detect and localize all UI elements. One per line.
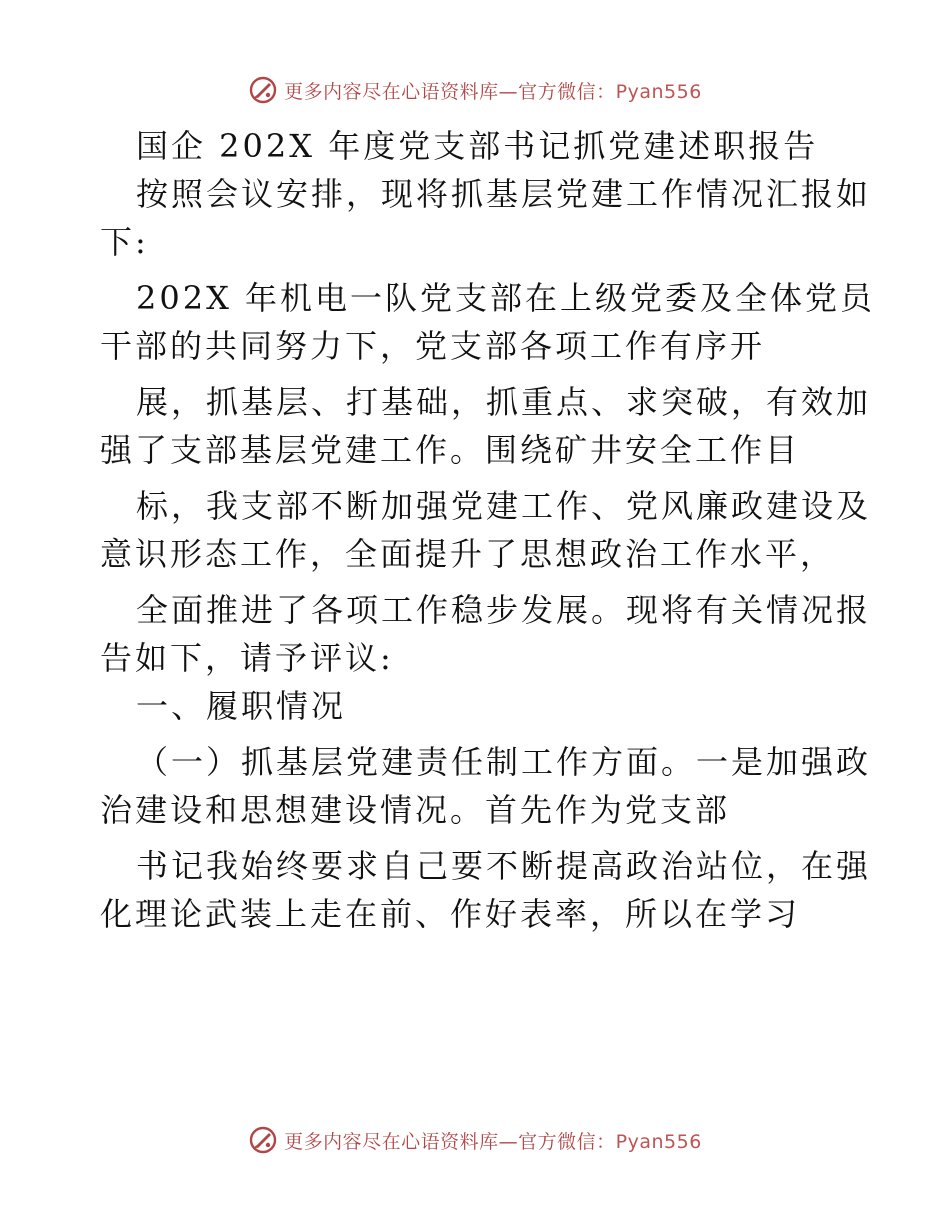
quill-logo-icon [248,1125,278,1155]
text-line: 治建设和思想建设情况。首先作为党支部 [100,791,731,829]
text-line: 干部的共同努力下，党支部各项工作有序开 [100,327,766,365]
footer-watermark [0,1122,950,1158]
text-line: 意识形态工作，全面提升了思想政治工作水平， [100,535,836,573]
text-line: 强了支部基层党建工作。围绕矿井安全工作目 [100,431,801,469]
text-line: 按照会议安排，现将抓基层党建工作情况汇报如 [136,175,872,213]
text-line: 展，抓基层、打基础，抓重点、求突破，有效加 [136,383,872,421]
text-line: （一）抓基层党建责任制工作方面。一是加强政 [136,743,872,781]
watermark-wechat-id: Pyan556 [615,80,702,103]
text-line: 告如下，请予评议: [100,639,394,677]
text-line: 202X 年机电一队党支部在上级党委及全体党员 [136,279,876,317]
text-line: 标，我支部不断加强党建工作、党风廉政建设及 [136,487,872,525]
text-line: 书记我始终要求自己要不断提高政治站位，在强 [136,847,872,885]
quill-logo-icon [248,75,278,105]
document-body [100,122,876,938]
section-heading: 一、履职情况 [136,687,347,725]
text-line: 化理论武装上走在前、作好表率，所以在学习 [100,895,801,933]
document-title: 国企 202X 年度党支部书记抓党建述职报告 [136,127,819,165]
header-watermark [0,72,950,108]
watermark-wechat-id: Pyan556 [615,1130,702,1153]
text-line: 全面推进了各项工作稳步发展。现将有关情况报 [136,591,872,629]
watermark-text: 更多内容尽在心语资料库—官方微信： [284,80,616,103]
watermark-text: 更多内容尽在心语资料库—官方微信： [284,1130,616,1153]
text-line: 下: [100,223,149,261]
